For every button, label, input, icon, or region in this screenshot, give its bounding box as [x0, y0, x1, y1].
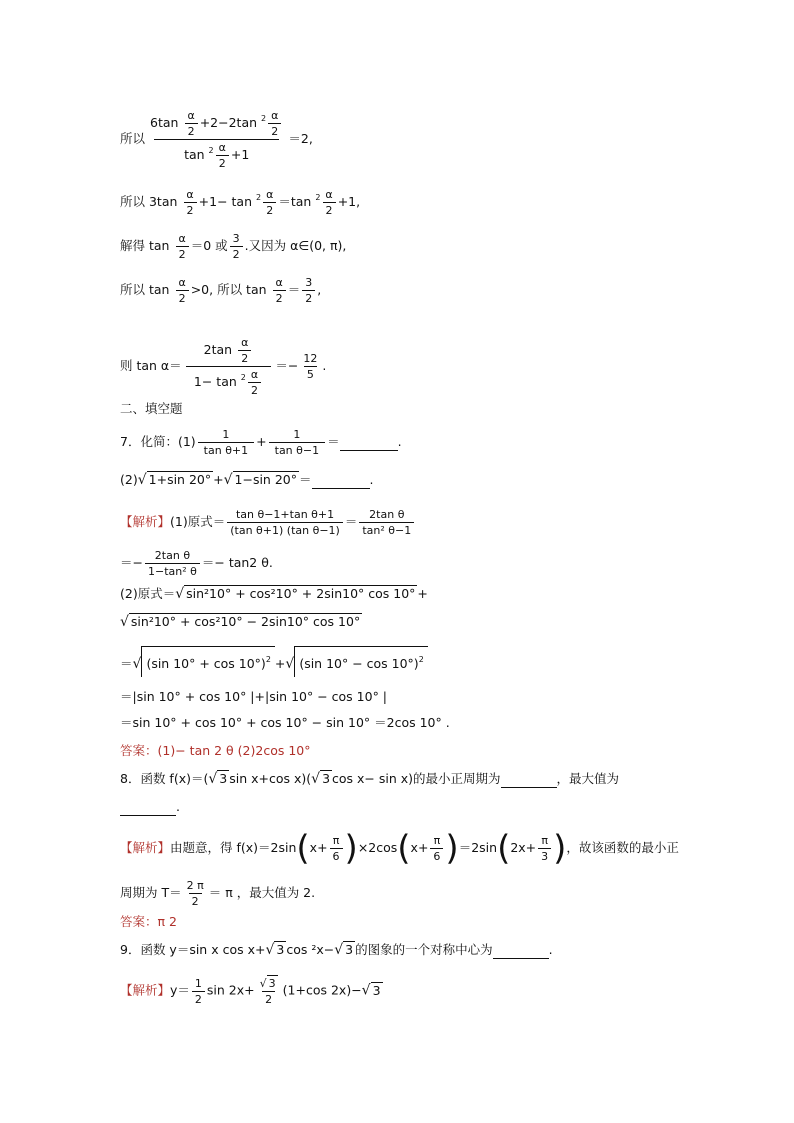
fraction: 6tan $\frac{\alpha}{2}$ +2−2tan $^2$ $\frac{\alpha}{2}$ tan $^2$ $\frac{\alpha}{2}$ +1: [147, 108, 286, 171]
answer-8: 答案：π 2: [120, 914, 177, 929]
text: 所以: [120, 131, 146, 146]
line-1: 所以 6tan $\frac{\alpha}{2}$ +2−2tan $^2$ $\frac{\alpha}{2}$ tan $^2$ $\frac{\alpha}{2}$ +1 ＝2,: [120, 109, 313, 170]
question-9: 9．函数 y＝sin x cos x+√ 3 cos ²x−√ 3 的图象的一个对称中心为 .: [120, 942, 553, 958]
solution-7-line-2: ＝− $\frac{\text{2tan θ}}{\text{1−tan² θ}}$ ＝− tan2 θ.: [120, 549, 273, 578]
solution-7-line-4: √ sin²10° + cos²10° − 2sin10° cos 10°: [120, 614, 361, 630]
solution-9: 【解析】y＝ $\frac{1}{2}$ sin 2x+ $\frac{√ 3}{2}$ (1+cos 2x)−√ 3: [120, 976, 381, 1006]
solution-8: 【解析】由题意，得 f(x)＝2sin(x+ $\frac{\pi}{6}$ )×2cos(x+ $\frac{\pi}{6}$ )＝2sin(2x+ $\frac{\pi}{3}$ )，故该函数的最小正: [120, 828, 679, 869]
answer-blank[interactable]: [120, 799, 176, 816]
fraction: 2tan $\frac{\alpha}{2}$ 1− tan $^2$ $\frac{\alpha}{2}$: [184, 335, 274, 398]
line-2: 所以 3tan $\frac{\alpha}{2}$ +1− tan $^2$ $\frac{\alpha}{2}$ ＝tan $^2$ $\frac{\alpha}{2}$ +1,: [120, 188, 361, 217]
question-7-part-2: (2)√ 1+sin 20° +√ 1−sin 20° ＝ .: [120, 472, 374, 488]
solution-7-line-6: ＝|sin 10° + cos 10° |+|sin 10° − cos 10° |: [120, 689, 388, 704]
solution-7-line-3: (2)原式＝√ sin²10° + cos²10° + 2sin10° cos 10° +: [120, 586, 428, 602]
answer-blank[interactable]: [501, 771, 557, 788]
line-3: 解得 tan $\frac{\alpha}{2}$ ＝0 或 $\frac{3}{2}$ .又因为 α∈(0, π),: [120, 232, 347, 261]
solution-8-line-2: 周期为 T＝ $\frac{2 \pi}{2}$ ＝ π ，最大值为 2.: [120, 879, 316, 908]
solution-tag: 【解析】: [120, 514, 171, 529]
solution-7-line-5: ＝√ (sin 10° + cos 10°)$^2$ +√ (sin 10° − cos 10°)$^2$: [120, 646, 428, 677]
solution-7: 【解析】(1)原式＝ $\frac{\text{tan θ−1+tan θ+1}}{\text{(tan θ+1) (tan θ−1)}}$ ＝ $\frac{\text{2tan θ}}{\text{tan² θ−1}}$: [120, 507, 416, 538]
question-8-line-2: .: [120, 799, 180, 816]
line-4: 所以 tan $\frac{\alpha}{2}$ >0, 所以 tan $\frac{\alpha}{2}$ ＝ $\frac{3}{2}$ ,: [120, 276, 322, 305]
section-heading: 二、填空题: [120, 401, 183, 416]
solution-7-line-7: ＝sin 10° + cos 10° + cos 10° − sin 10° ＝2cos 10° .: [120, 715, 450, 730]
answer-blank[interactable]: [312, 472, 370, 489]
question-7: 7．化简：(1) $\frac{1}{\text{tan θ+1}}$ + $\frac{1}{\text{tan θ−1}}$ ＝ .: [120, 428, 402, 457]
question-8: 8．函数 f(x)＝(√ 3 sin x+cos x)(√ 3 cos x− sin x)的最小正周期为 ，最大值为: [120, 771, 620, 787]
line-5: 则 tan α＝ 2tan $\frac{\alpha}{2}$ 1− tan $^2$ $\frac{\alpha}{2}$ ＝− $\frac{12}{5}$ .: [120, 336, 327, 397]
answer-blank[interactable]: [493, 942, 549, 959]
answer-blank[interactable]: [340, 434, 398, 451]
answer-7: 答案：(1)− tan 2 θ (2)2cos 10°: [120, 743, 311, 758]
